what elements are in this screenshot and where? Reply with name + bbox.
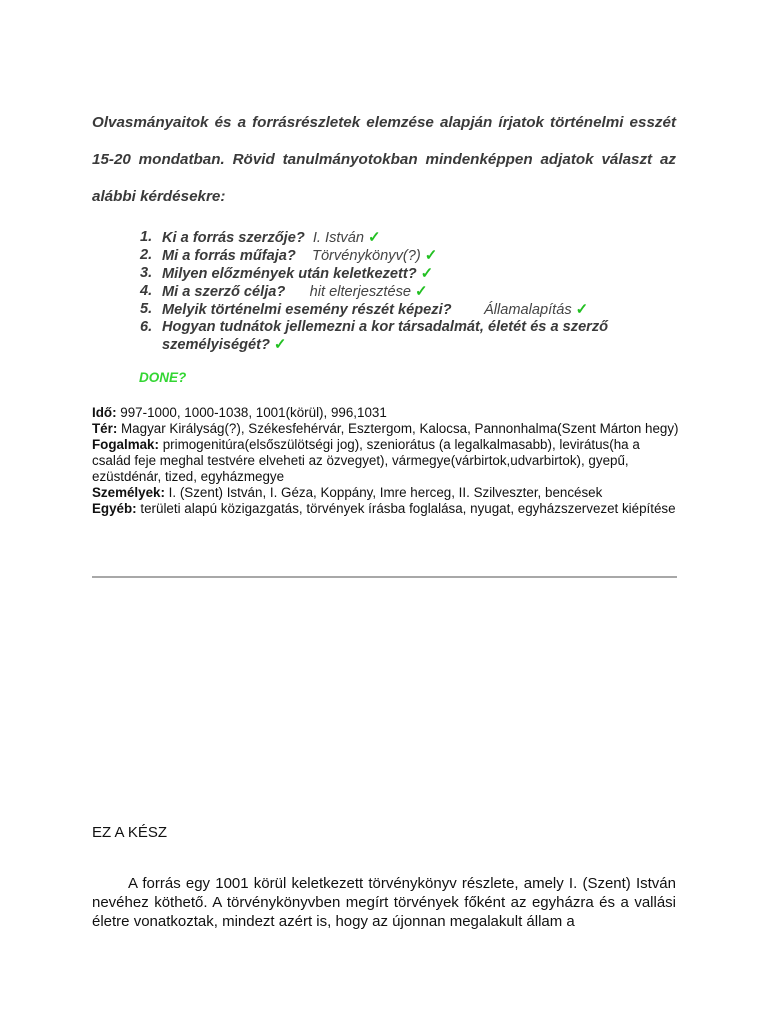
instructions-line-2: 15-20 mondatban. Rövid tanulmányotokban mindenképpen adjatok választ az	[92, 151, 676, 168]
assignment-instructions	[92, 104, 676, 215]
fact-label: Idő:	[92, 405, 117, 420]
fact-value: Magyar Királyság(?), Székesfehérvár, Esztergom, Kalocsa, Pannonhalma(Szent Márton hegy)	[117, 421, 679, 436]
question-number: 2.	[140, 247, 153, 263]
horizontal-divider	[92, 576, 677, 578]
question-number: 1.	[140, 229, 153, 245]
question-number: 3.	[140, 265, 153, 281]
question-number: 5.	[140, 301, 153, 317]
question-answer: hit elterjesztése	[309, 284, 412, 300]
fact-row-place	[92, 421, 682, 437]
check-icon: ✓	[424, 247, 438, 264]
essay-paragraph: A forrás egy 1001 körül keletkezett törvénykönyv részlete, amely I. (Szent) István nevéhez köthető. A törvénykönyvben megírt törvények főként az egyházra és a vallási életre vonatkoztak, mindezt azért is, hogy az újonnan megalakult állam a	[92, 875, 676, 930]
check-icon: ✓	[420, 265, 434, 282]
instructions-line-3: alábbi kérdésekre:	[92, 188, 226, 205]
question-number: 4.	[140, 283, 153, 299]
fact-value: 997-1000, 1000-1038, 1001(körül), 996,1031	[116, 405, 387, 420]
question-answer: Törvénykönyv(?)	[312, 248, 421, 264]
question-answer: I. István	[312, 230, 364, 246]
key-facts	[92, 405, 682, 517]
ready-heading: EZ A KÉSZ	[92, 824, 168, 841]
question-item	[92, 265, 676, 283]
fact-value: primogenitúra(elsőszülötségi jog), szeniorátus (a legalkalmasabb), levirátus(ha a család feje meghal testvére elveheti az özvegyet), vármegye(várbirtok,udvarbirtok), gyepű, ezüstdénár, tized, egyházmegye	[92, 437, 640, 484]
question-list	[92, 229, 676, 354]
check-icon: ✓	[273, 336, 287, 353]
fact-label: Tér:	[92, 421, 118, 436]
question-text: Ki a forrás szerzője?	[162, 230, 305, 246]
question-item	[92, 247, 676, 265]
done-label: DONE?	[139, 370, 187, 385]
question-item	[92, 301, 676, 319]
fact-value: I. (Szent) István, I. Géza, Koppány, Imre herceg, II. Szilveszter, bencések	[164, 485, 603, 500]
fact-label: Személyek:	[92, 485, 165, 500]
question-item	[92, 319, 676, 354]
check-icon: ✓	[575, 301, 589, 318]
instructions-line-1: Olvasmányaitok és a forrásrészletek elemzése alapján írjatok történelmi esszét	[92, 114, 676, 131]
question-text: Milyen előzmények után keletkezett?	[162, 266, 417, 282]
fact-row-persons	[92, 485, 682, 501]
question-text: Mi a forrás műfaja?	[162, 248, 296, 264]
fact-row-other	[92, 501, 682, 517]
fact-label: Egyéb:	[92, 501, 137, 516]
question-item	[92, 229, 676, 247]
question-text: Hogyan tudnátok jellemezni a kor társadalmát, életét és a szerző személyiségét?	[162, 319, 609, 353]
check-icon: ✓	[367, 229, 381, 246]
question-answer: Államalapítás	[484, 302, 572, 318]
fact-row-time	[92, 405, 682, 421]
fact-label: Fogalmak:	[92, 437, 159, 452]
fact-row-concepts	[92, 437, 682, 485]
question-number: 6.	[140, 319, 153, 335]
question-text: Melyik történelmi esemény részét képezi?	[162, 302, 452, 318]
check-icon: ✓	[415, 283, 428, 300]
question-item	[92, 283, 676, 301]
fact-value: területi alapú közigazgatás, törvények írásba foglalása, nyugat, egyházszervezet kiépítése	[136, 501, 676, 516]
question-text: Mi a szerző célja?	[162, 284, 286, 300]
